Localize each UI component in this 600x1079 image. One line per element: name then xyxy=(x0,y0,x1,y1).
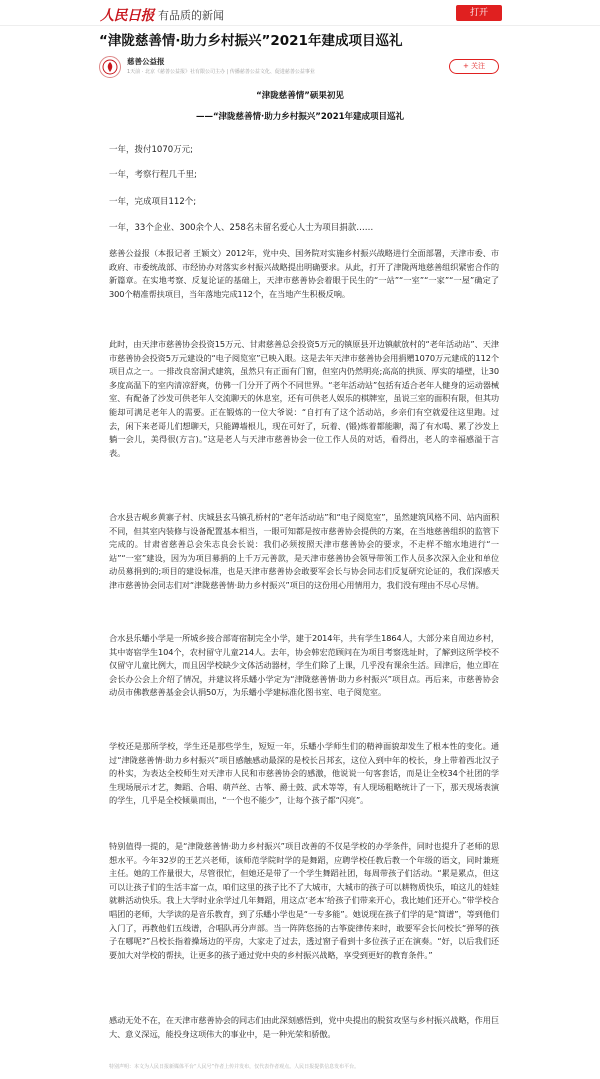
author-row xyxy=(99,56,501,78)
article-subtitle: “津陇慈善情”硕果初见 xyxy=(256,91,344,101)
author-name[interactable]: 慈善公益报 xyxy=(127,57,165,66)
article-paragraph: 慈善公益报（本报记者 王颖文）2012年，党中央、国务院对实施乡村振兴战略进行全面部署，天津市委、市政府、市委统战部、市经协办对落实乡村振兴战略提出明确要求。从此，打开了津陇两地慈善组织紧密合作的新篇章。在实地考察、反复论证的基础上，天津市慈善协会着眼于民生的“一站”“一室”“一家”“一屋”确定了300个精准帮扶项目，当年落地完成112个，在当地产生积极反响。 xyxy=(109,248,499,299)
top-bar xyxy=(0,0,600,26)
footer-disclaimer: 特别声明：本文为人民日报新媒体平台“人民号”作者上传并发布，仅代表作者观点。人民日报提供信息发布平台。 xyxy=(109,1064,360,1070)
intro-line: 一年，完成项目112个; xyxy=(109,197,197,207)
article-subtitle-secondary: ——“津陇慈善情·助力乡村振兴”2021年建成项目巡礼 xyxy=(195,112,405,122)
article-paragraph: 合水县吉岘乡黄寨子村、庆城县玄马镇孔桥村的“老年活动站”和“电子阅览室”，虽然建筑风格不同、站内面积不同，但其室内装修与设备配置基本相当，一眼可知都是按市慈善协会提供的方案，在当地慈善组织的监管下完成的。甘肃省慈善总会朱志良会长说：我们必须按照天津市慈善协会的要求，不走样不缩水地进行“一站”“一室”建设，因为为项目募捐的上千万元善款，是天津市慈善协会领导带领工作人员多次深入企业和单位动员募捐到的;项目的建设标准，也是天津市慈善协会敢要军会长与协会同志们反复研究论证的，我们深感天津市慈善协会同志们对“津陇慈善情·助力乡村振兴”项目的这份用心用情用力，我们没有理由不尽心尽情。 xyxy=(109,512,499,590)
article-paragraph: 学校还是那所学校，学生还是那些学生，短短一年，乐蟠小学师生们的精神面貌却发生了根本性的变化。通过“津陇慈善情·助力乡村振兴”项目感触感动最深的是校长吕邦玄，这位入到中年的校长，身上带着西北汉子的朴实，为表达全校师生对天津市人民和市慈善协会的感激，他说说一句客套话，而是让全校34个社团的学生现场展示才艺，舞蹈、合唱、萌芦丝、古筝、爵士鼓、武术等等，有人现场粗略统计了一下，那天现场表演的学生，几乎是全校倾巢而出，“一个也不能少”，让每个孩子都“闪亮”。 xyxy=(109,741,499,806)
article-title: “津陇慈善情·助力乡村振兴”2021年建成项目巡礼 xyxy=(99,33,403,49)
app-slogan: 有品质的新闻 xyxy=(158,9,224,22)
article-paragraph: 特别值得一提的，是“津陇慈善情·助力乡村振兴”项目改善的不仅是学校的办学条件，同时也提升了老师的思想水平。今年32岁的王艺兴老师，该师范学院时学的是舞蹈，应聘学校任教后教一个年级的语文，同时兼班主任。她的工作量很大，尽管很忙，但她还是带了一个学生舞蹈社团，每周带孩子们活动。“累是累点，但这可以让孩子们的生活丰富一点，咱们这里的孩子比不了大城市，大城市的孩子可以耕物质快乐，咱这儿的娃娃就耕活动快乐。我上大学时业余学过几年舞蹈，用这点‘老本’给孩子们带来开心，我比她们还开心。”带学校合唱团的老师，大学读的是音乐教育，到了乐蟠小学也是“一专多能”。她说现在孩子们学的是“简谱”，等到他们入门了，再教他们五线谱，合唱队再分声部。当一阵阵悠扬的古筝旋律传来时，敢要军会长问校长“弹琴的孩子在哪呢?”吕校长指着操场边的平房，大家走了过去，透过窗子看到十多位孩子正在演奏。“好，以后我们还要加大对学校的帮扶，让更多的孩子通过党中央的乡村振兴战略，享受到更好的教育条件。” xyxy=(109,841,499,960)
open-app-button[interactable]: 打开 xyxy=(456,5,502,21)
intro-line: 一年，拨付1070万元; xyxy=(109,145,193,155)
charity-emblem-icon xyxy=(102,59,118,75)
article-paragraph: 此时，由天津市慈善协会投资15万元、甘肃慈善总会投资5万元的镇原县开边镇献放村的“老年活动站”、天津市慈善协会投资5万元建设的“电子阅览室”已映入眼。这是去年天津市慈善协会用捐赠1070万元建成的112个项目点之一。一排改良窑洞式建筑，虽然只有正面有门窗，但室内仍然明亮;高高的拱顶、厚实的墙壁，让30多度高温下的室内清凉舒爽，仿佛一门分开了两个不同世界。“老年活动站”包括有适合老年人健身的运动器械室、有配备了沙发可供老年人交流聊天的休息室，还有可供老人娱乐的棋牌室，虽说三室的面积有限，但其功能却可满足老年人的需要。正在锻炼的一位大爷说：“自打有了这个活动站，乡亲们有空就爱往这里跑。过去，闲下来老哥儿们想聊天，只能蹲墙根儿，现在可好了，玩着、(锻)炼着都能聊，渴了有水喝、累了沙发上躺一会儿，美得很(方言)。”这是老人与天津市慈善协会一位工作人员的对话，看得出，老人的幸福感溢于言表。 xyxy=(109,339,499,458)
avatar[interactable] xyxy=(99,56,121,78)
author-meta: 1天前 · 北京《慈善公益报》社有限公司主办 | 传播慈善公益文化、促进慈善公益事业 xyxy=(127,69,315,75)
intro-line: 一年，33个企业、300余个人、258名未留名爱心人士为项目捐款…… xyxy=(109,223,374,233)
people-daily-logo[interactable]: 人民日报 xyxy=(100,8,154,24)
follow-button[interactable]: + 关注 xyxy=(449,59,499,74)
article-paragraph: 合水县乐蟠小学是一所城乡接合部寄宿制完全小学，建于2014年，共有学生1864人，大部分来自周边乡村，其中寄宿学生104个，农村留守儿童214人。去年，协会韩宏范顾问在为项目考察选址时，了解到这所学校不仅留守儿童比例大，而且因学校缺少文体活动器材，学生们除了上课，几乎没有课余生活。回津后，他立即在会长办公会上介绍了情况，并建议将乐蟠小学定为“津陇慈善情·助力乡村振兴”项目点。再后来，市慈善协会动员市佛教慈善基金会认捐50万，为乐蟠小学建标准化图书室、电子阅览室。 xyxy=(109,633,499,698)
intro-line: 一年，考察行程几千里; xyxy=(109,170,197,180)
article-paragraph: 感动无处不在，在天津市慈善协会的同志们由此深刻感悟到，党中央提出的脱贫攻坚与乡村振兴战略，作用巨大、意义深远，能投身这项伟大的事业中，是一种光荣和骄傲。 xyxy=(109,1015,499,1039)
